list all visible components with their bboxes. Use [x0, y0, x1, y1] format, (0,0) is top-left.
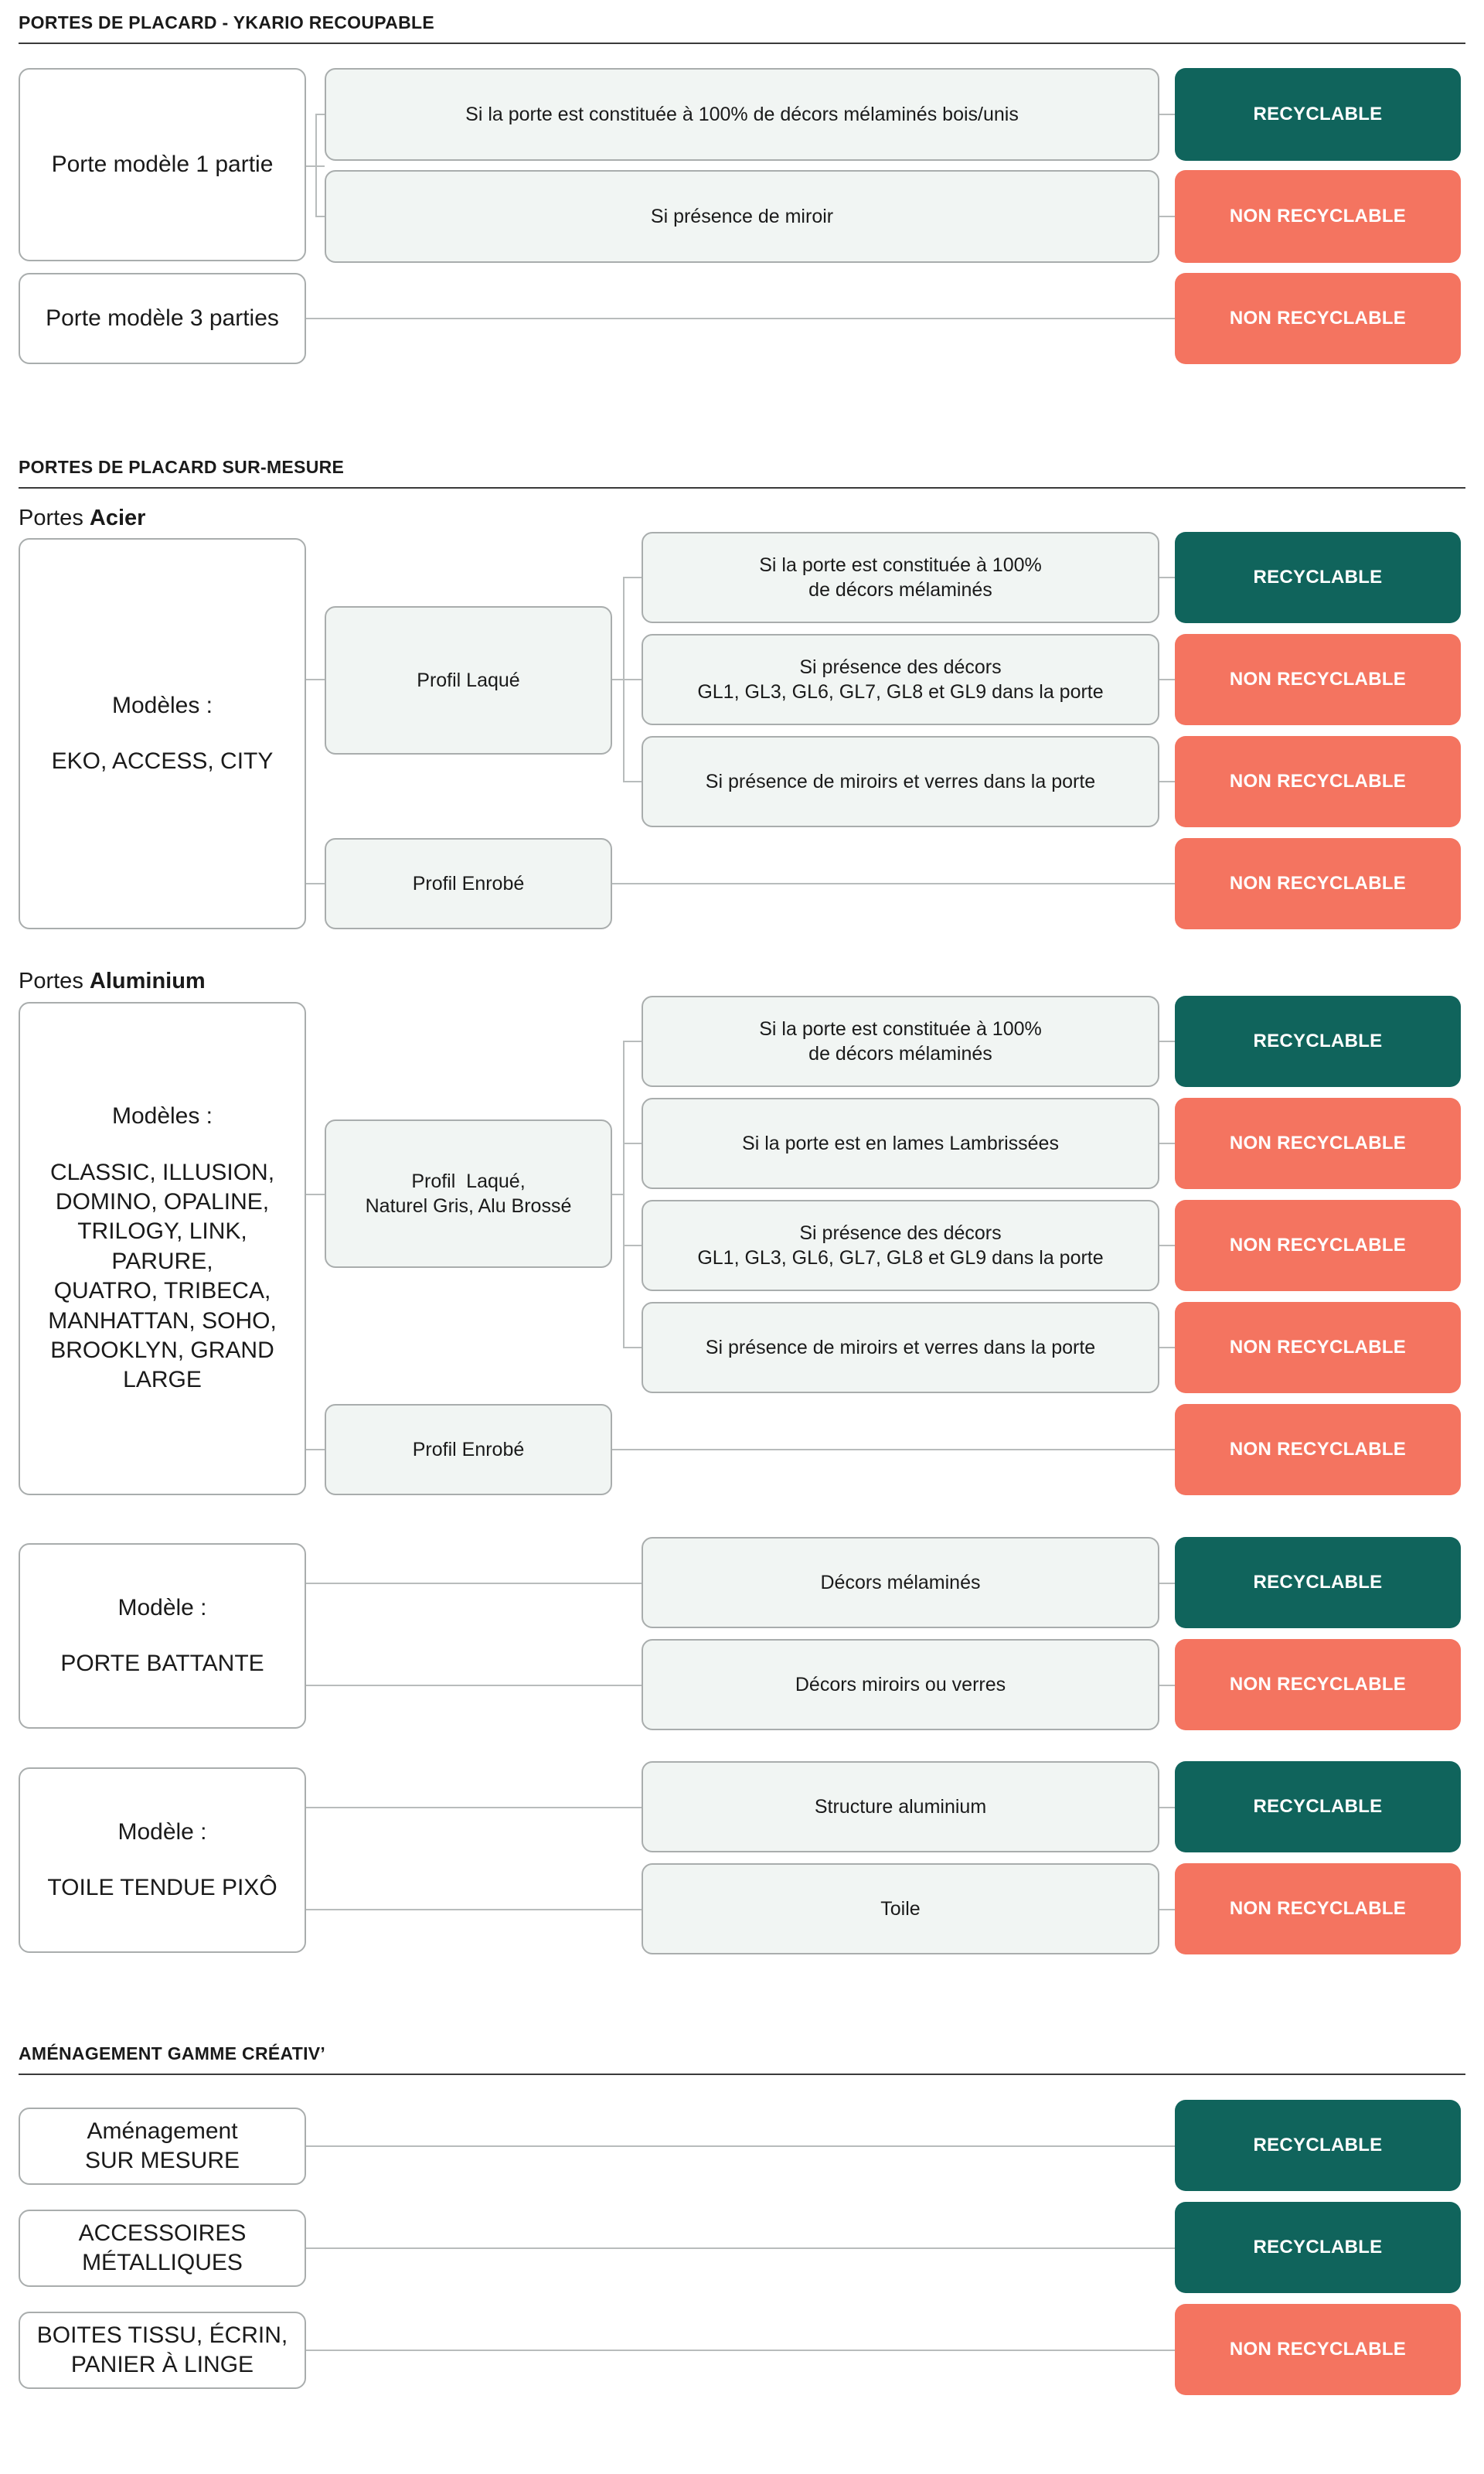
connector	[305, 2247, 1175, 2249]
badge-label: NON RECYCLABLE	[1229, 1235, 1407, 1256]
subsection-prefix: Portes	[19, 969, 83, 993]
condition-text: Si la porte est constituée à 100%	[759, 1018, 1042, 1040]
porte-battante-box	[19, 1543, 306, 1729]
model-label: Porte modèle 3 parties	[46, 305, 279, 331]
model-label: Porte modèle 1 partie	[51, 151, 274, 177]
recyclable-badge	[1175, 996, 1461, 1087]
condition-text: Si présence des décors	[799, 656, 1002, 678]
badge-label: RECYCLABLE	[1253, 567, 1383, 588]
connector	[1159, 1583, 1175, 1584]
models-list: EKO, ACCESS, CITY	[51, 748, 274, 774]
condition-text: Toile	[880, 1898, 921, 1920]
profil-laque-box	[325, 606, 612, 755]
non-recyclable-badge	[1175, 838, 1461, 929]
condition-box	[642, 634, 1159, 725]
profil-enrobe-box	[325, 838, 612, 929]
condition-box	[642, 996, 1159, 1087]
subsection-title-acier	[19, 506, 145, 531]
badge-label: NON RECYCLABLE	[1229, 308, 1407, 329]
models-list-line: DOMINO, OPALINE,	[55, 1189, 270, 1215]
section-divider	[19, 2074, 1465, 2075]
model-3-parties-box	[19, 273, 306, 364]
profil-label: Naturel Gris, Alu Brossé	[365, 1195, 572, 1217]
accessoires-metalliques-box	[19, 2210, 306, 2287]
profil-label: Profil Enrobé	[412, 873, 525, 895]
condition-text: GL1, GL3, GL6, GL7, GL8 et GL9 dans la porte	[697, 681, 1104, 703]
profil-enrobe-box	[325, 1404, 612, 1495]
condition-text: Structure aluminium	[814, 1796, 987, 1818]
amenagement-sur-mesure-box	[19, 2108, 306, 2185]
models-label: Modèles :	[111, 692, 213, 718]
connector	[305, 1449, 325, 1450]
connector	[305, 1807, 642, 1808]
item-label: SUR MESURE	[84, 2148, 240, 2173]
connector	[305, 1583, 642, 1584]
non-recyclable-badge	[1175, 1863, 1461, 1954]
badge-label: NON RECYCLABLE	[1229, 1133, 1407, 1154]
models-acier-box	[19, 538, 306, 929]
condition-box	[325, 68, 1159, 161]
condition-box	[642, 1537, 1159, 1628]
item-label: Aménagement	[87, 2118, 238, 2144]
connector	[623, 1245, 642, 1246]
badge-label: RECYCLABLE	[1253, 1031, 1383, 1051]
condition-box	[642, 1863, 1159, 1954]
models-list-line: TRILOGY, LINK, PARURE,	[77, 1218, 247, 1274]
badge-label: NON RECYCLABLE	[1229, 1898, 1407, 1919]
badge-label: RECYCLABLE	[1253, 1572, 1383, 1593]
recyclable-badge	[1175, 1537, 1461, 1628]
non-recyclable-badge	[1175, 736, 1461, 827]
item-label: PANIER À LINGE	[70, 2352, 254, 2377]
badge-label: NON RECYCLABLE	[1229, 1674, 1407, 1695]
connector	[1159, 781, 1175, 782]
connector	[1159, 1143, 1175, 1144]
badge-label: RECYCLABLE	[1253, 1796, 1383, 1817]
non-recyclable-badge	[1175, 1302, 1461, 1393]
section-divider	[19, 487, 1465, 489]
condition-text: Décors mélaminés	[820, 1572, 981, 1593]
profil-laque-box	[325, 1119, 612, 1268]
subsection-title-aluminium	[19, 969, 206, 994]
badge-label: NON RECYCLABLE	[1229, 669, 1407, 690]
badge-label: NON RECYCLABLE	[1229, 1337, 1407, 1358]
condition-text: Si présence des décors	[799, 1222, 1002, 1244]
connector	[305, 679, 325, 680]
models-list-line: MANHATTAN, SOHO,	[48, 1307, 277, 1334]
connector	[1159, 114, 1175, 115]
condition-text: Si présence de miroir	[650, 206, 834, 227]
connector	[305, 883, 325, 884]
non-recyclable-badge	[1175, 1098, 1461, 1189]
condition-text: Si présence de miroirs et verres dans la porte	[705, 771, 1096, 792]
condition-text: de décors mélaminés	[808, 1043, 992, 1065]
condition-box	[642, 1302, 1159, 1393]
connector	[623, 1143, 642, 1144]
connector	[623, 1041, 642, 1042]
subsection-material: Aluminium	[89, 969, 206, 993]
badge-label: RECYCLABLE	[1253, 2237, 1383, 2258]
condition-box	[642, 736, 1159, 827]
model-label: Modèle :	[117, 1818, 207, 1845]
connector	[315, 114, 325, 115]
condition-box	[325, 170, 1159, 263]
connector	[623, 1347, 642, 1348]
connector	[1159, 1245, 1175, 1246]
non-recyclable-badge	[1175, 1639, 1461, 1730]
badge-label: NON RECYCLABLE	[1229, 1439, 1407, 1460]
connector	[305, 2350, 1175, 2351]
item-label: ACCESSOIRES	[78, 2220, 247, 2246]
non-recyclable-badge	[1175, 2304, 1461, 2395]
connector	[1159, 577, 1175, 578]
models-aluminium-box	[19, 1002, 306, 1495]
condition-text: GL1, GL3, GL6, GL7, GL8 et GL9 dans la porte	[697, 1247, 1104, 1269]
profil-label: Profil Laqué,	[411, 1171, 526, 1192]
connector	[623, 1041, 625, 1348]
condition-text: Si la porte est constituée à 100% de décors mélaminés bois/unis	[465, 104, 1019, 125]
recyclable-badge	[1175, 532, 1461, 623]
connector	[305, 318, 1175, 319]
model-name: PORTE BATTANTE	[60, 1651, 264, 1676]
condition-box	[642, 1761, 1159, 1852]
connector	[305, 2145, 1175, 2147]
condition-text: Si la porte est constituée à 100%	[759, 554, 1042, 576]
models-list-line: CLASSIC, ILLUSION,	[49, 1159, 275, 1185]
badge-label: RECYCLABLE	[1253, 2135, 1383, 2155]
section-title-creativ: AMÉNAGEMENT GAMME CRÉATIV’	[19, 2043, 326, 2063]
condition-text: Décors miroirs ou verres	[795, 1674, 1006, 1695]
connector	[611, 1449, 1175, 1450]
non-recyclable-badge	[1175, 273, 1461, 364]
connector	[1159, 679, 1175, 680]
non-recyclable-badge	[1175, 634, 1461, 725]
recyclable-badge	[1175, 1761, 1461, 1852]
model-name: TOILE TENDUE PIXÔ	[47, 1875, 277, 1900]
connector	[1159, 1347, 1175, 1348]
models-list-line: QUATRO, TRIBECA,	[53, 1278, 271, 1304]
recyclable-badge	[1175, 68, 1461, 161]
connector	[305, 1685, 642, 1686]
condition-box	[642, 532, 1159, 623]
subsection-material: Acier	[89, 506, 146, 530]
connector	[1159, 216, 1175, 217]
item-label: BOITES TISSU, ÉCRIN,	[36, 2322, 288, 2348]
badge-label: NON RECYCLABLE	[1229, 873, 1407, 894]
profil-label: Profil Laqué	[417, 670, 520, 691]
section-title-sur-mesure: PORTES DE PLACARD SUR-MESURE	[19, 457, 345, 477]
model-label: Modèle :	[117, 1594, 207, 1620]
subsection-prefix: Portes	[19, 506, 83, 530]
badge-label: NON RECYCLABLE	[1229, 2339, 1407, 2360]
boites-tissu-box	[19, 2312, 306, 2389]
section-title-ykario: PORTES DE PLACARD - YKARIO RECOUPABLE	[19, 12, 435, 32]
models-list-line: BROOKLYN, GRAND LARGE	[50, 1337, 274, 1393]
connector	[1159, 1807, 1175, 1808]
connector	[623, 577, 642, 578]
connector	[305, 1909, 642, 1910]
connector	[305, 1194, 325, 1195]
condition-box	[642, 1098, 1159, 1189]
condition-text: Si la porte est en lames Lambrissées	[742, 1133, 1059, 1154]
profil-label: Profil Enrobé	[412, 1439, 525, 1460]
non-recyclable-badge	[1175, 170, 1461, 263]
recyclable-badge	[1175, 2202, 1461, 2293]
condition-text: Si présence de miroirs et verres dans la porte	[705, 1337, 1096, 1358]
non-recyclable-badge	[1175, 1200, 1461, 1291]
badge-label: NON RECYCLABLE	[1229, 206, 1407, 227]
toile-tendue-box	[19, 1767, 306, 1953]
connector	[1159, 1041, 1175, 1042]
connector	[315, 114, 317, 217]
connector	[1159, 1685, 1175, 1686]
connector	[623, 781, 642, 782]
badge-label: RECYCLABLE	[1253, 104, 1383, 124]
model-1-partie-box	[19, 68, 306, 261]
badge-label: NON RECYCLABLE	[1229, 771, 1407, 792]
connector	[611, 883, 1175, 884]
condition-box	[642, 1200, 1159, 1291]
recyclable-badge	[1175, 2100, 1461, 2191]
connector	[315, 216, 325, 217]
connector	[1159, 1909, 1175, 1910]
section-divider	[19, 43, 1465, 44]
condition-box	[642, 1639, 1159, 1730]
connector	[623, 679, 642, 680]
models-label: Modèles :	[111, 1103, 213, 1130]
condition-text: de décors mélaminés	[808, 579, 992, 601]
item-label: MÉTALLIQUES	[82, 2250, 243, 2275]
non-recyclable-badge	[1175, 1404, 1461, 1495]
